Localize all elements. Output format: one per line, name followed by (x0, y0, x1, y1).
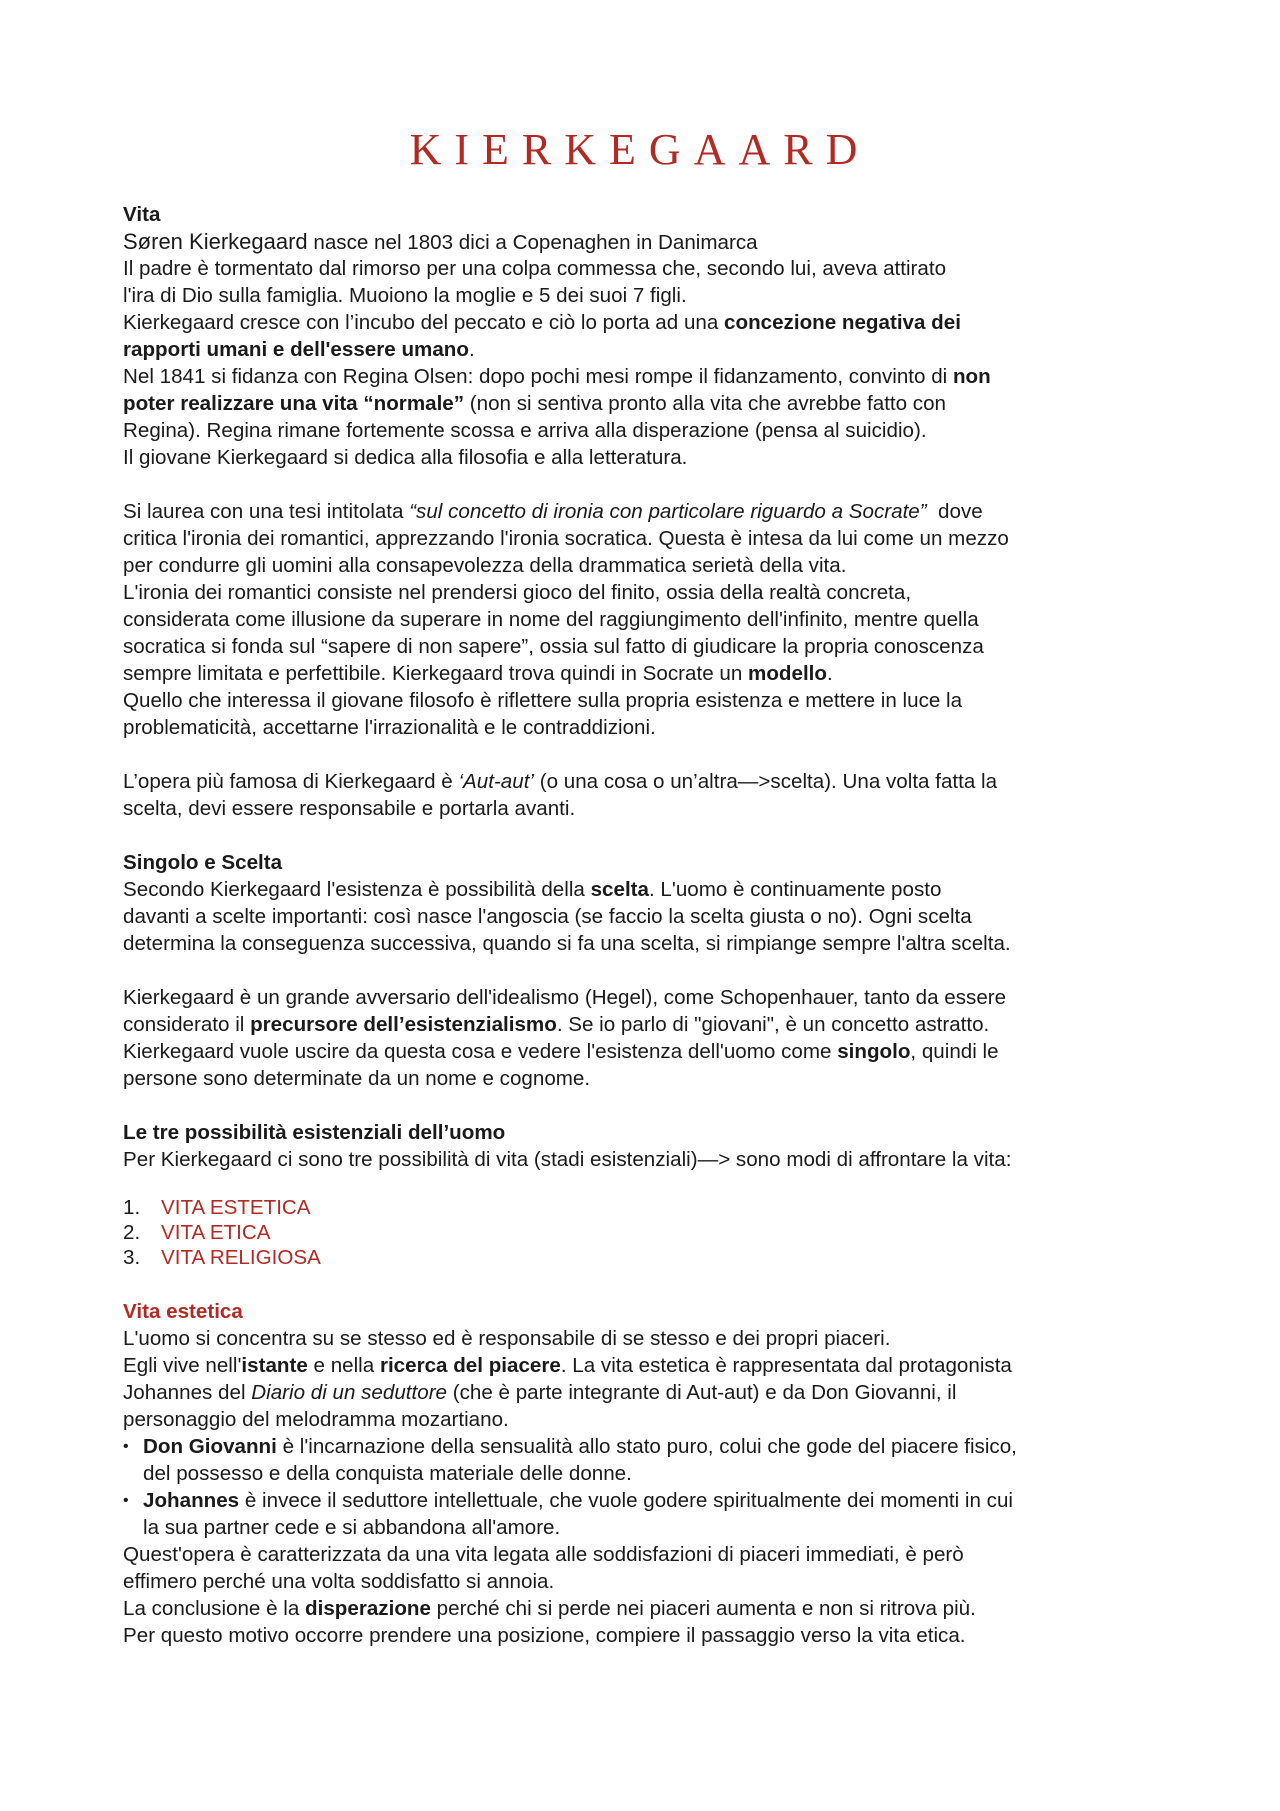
text-span: , quindi le (910, 1040, 999, 1063)
text-span: e nella (307, 1354, 380, 1377)
text-span: . (826, 662, 833, 685)
paragraph-line: critica l'ironia dei romantici, apprezzando l'ironia socratica. Questa è intesa da lui come un mezzo (123, 527, 1009, 550)
list-number: 1. (123, 1196, 141, 1219)
bold-text: modello (748, 662, 827, 685)
text-span: dove (926, 500, 983, 523)
paragraph-line: l'ira di Dio sulla famiglia. Muoiono la moglie e 5 dei suoi 7 figli. (123, 284, 687, 307)
paragraph-line: Kierkegaard è un grande avversario dell'idealismo (Hegel), come Schopenhauer, tanto da essere (123, 986, 1007, 1009)
paragraph-line: effimero perché una volta soddisfatto si annoia. (123, 1570, 555, 1593)
text-span: Kierkegaard vuole uscire da questa cosa e vedere l'esistenza dell'uomo come (123, 1040, 838, 1063)
paragraph-line: Per questo motivo occorre prendere una posizione, compiere il passaggio verso la vita etica. (123, 1624, 966, 1647)
paragraph-line: L'ironia dei romantici consiste nel prendersi gioco del finito, ossia della realtà concreta, (123, 581, 912, 604)
paragraph-line: L'uomo si concentra su se stesso ed è responsabile di se stesso e dei propri piaceri. (123, 1327, 891, 1350)
paragraph-line: personaggio del melodramma mozartiano. (123, 1408, 509, 1431)
bold-text: non (952, 365, 991, 388)
paragraph-line (123, 309, 1173, 336)
paragraph-line: socratica si fonda sul “sapere di non sapere”, ossia sul fatto di giudicare la propria conoscenza (123, 635, 984, 658)
paragraph-line: persone sono determinate da un nome e cognome. (123, 1067, 591, 1090)
section-heading-singolo: Singolo e Scelta (123, 851, 283, 874)
text-span: L’opera più famosa di Kierkegaard è (123, 770, 459, 793)
list-number: 2. (123, 1221, 141, 1244)
bold-text: istante (241, 1354, 308, 1377)
list-item-label: VITA ESTETICA (161, 1196, 311, 1219)
document-body (123, 174, 1173, 1649)
list-item (123, 1195, 1173, 1220)
bold-text: scelta (590, 878, 649, 901)
spacer (123, 741, 1173, 768)
section-heading-possibilita: Le tre possibilità esistenziali dell’uomo (123, 1121, 506, 1144)
list-item (123, 1220, 1173, 1245)
italic-text: ‘Aut-aut’ (458, 770, 534, 793)
bold-text: poter realizzare una vita “normale” (123, 392, 465, 415)
text-span: nasce nel 1803 dici a Copenaghen in Danimarca (307, 231, 758, 254)
paragraph-line (123, 336, 1173, 363)
paragraph-line: determina la conseguenza successiva, quando si fa una scelta, si rimpiange sempre l'altra scelta. (123, 932, 1011, 955)
bullet-icon: • (123, 1438, 129, 1455)
text-span: è l'incarnazione della sensualità allo stato puro, colui che gode del piacere fisico, (276, 1435, 1017, 1458)
paragraph-line (123, 876, 1173, 903)
section-heading-estetica: Vita estetica (123, 1300, 243, 1323)
paragraph-line (123, 390, 1173, 417)
paragraph-line (123, 1379, 1173, 1406)
spacer (123, 1270, 1173, 1298)
paragraph-line: problematicità, accettarne l'irrazionalità e le contraddizioni. (123, 716, 656, 739)
italic-text: “sul concetto di ironia con particolare riguardo a Socrate” (409, 500, 927, 523)
text-span: Kierkegaard cresce con l’incubo del peccato e ciò lo porta ad una (123, 311, 725, 334)
spacer (123, 822, 1173, 849)
bullet-icon: • (123, 1492, 129, 1509)
paragraph-line: Quello che interessa il giovane filosofo è riflettere sulla propria esistenza e mettere in luce la (123, 689, 963, 712)
spacer (123, 1173, 1173, 1195)
paragraph-line: Per Kierkegaard ci sono tre possibilità di vita (stadi esistenziali)—> sono modi di affrontare la vita: (123, 1148, 1012, 1171)
list-item-label: VITA ETICA (161, 1221, 271, 1244)
paragraph-line (123, 1038, 1173, 1065)
paragraph-line (123, 660, 1173, 687)
text-span: sempre limitata e perfettibile. Kierkegaard trova quindi in Socrate un (123, 662, 749, 685)
spacer (123, 471, 1173, 498)
bold-text: rapporti umani e dell'essere umano (123, 338, 469, 361)
bold-text: disperazione (305, 1597, 431, 1620)
text-span: perché chi si perde nei piaceri aumenta e non si ritrova più. (430, 1597, 976, 1620)
bold-text: Don Giovanni (143, 1435, 277, 1458)
paragraph-line (123, 228, 1173, 255)
paragraph-line (123, 498, 1173, 525)
paragraph-line (123, 363, 1173, 390)
paragraph-line: considerata come illusione da superare in nome del raggiungimento dell'infinito, mentre quella (123, 608, 979, 631)
text-span: Nel 1841 si fidanza con Regina Olsen: dopo pochi mesi rompe il fidanzamento, convinto di (123, 365, 953, 388)
text-span: Johannes del (123, 1381, 252, 1404)
page-title: KIERKEGAARD (409, 125, 871, 174)
section-heading-vita: Vita (123, 203, 161, 226)
paragraph-line (123, 1595, 1173, 1622)
text-span: . L'uomo è continuamente posto (648, 878, 942, 901)
text-span: . Se io parlo di "giovani", è un concetto astratto. (556, 1013, 990, 1036)
paragraph-line (123, 768, 1173, 795)
text-span: La conclusione è la (123, 1597, 306, 1620)
bullet-continuation: la sua partner cede e si abbandona all'amore. (143, 1516, 561, 1539)
spacer (123, 1092, 1173, 1119)
paragraph-line: Quest'opera è caratterizzata da una vita legata alle soddisfazioni di piaceri immediati, è però (123, 1543, 964, 1566)
text-span: . (468, 338, 475, 361)
list-number: 3. (123, 1246, 141, 1269)
bullet-continuation: del possesso e della conquista materiale delle donne. (143, 1462, 632, 1485)
text-span: (o una cosa o un’altra—>scelta). Una volta fatta la (534, 770, 998, 793)
paragraph-line: Il padre è tormentato dal rimorso per una colpa commessa che, secondo lui, aveva attirato (123, 257, 947, 280)
bullet-item (123, 1433, 1173, 1460)
text-span: (non si sentiva pronto alla vita che avrebbe fatto con (464, 392, 947, 415)
text-span: considerato il (123, 1013, 251, 1036)
paragraph-line (123, 1352, 1173, 1379)
text-span: Secondo Kierkegaard l'esistenza è possibilità della (123, 878, 591, 901)
bold-text: precursore dell’esistenzialismo (250, 1013, 557, 1036)
bold-text: concezione negativa dei (724, 311, 961, 334)
list-item (123, 1245, 1173, 1270)
list-item-label: VITA RELIGIOSA (161, 1246, 321, 1269)
text-span: è invece il seduttore intellettuale, che vuole godere spiritualmente dei momenti in cui (239, 1489, 1013, 1512)
italic-text: Diario di un seduttore (251, 1381, 448, 1404)
paragraph-line: Il giovane Kierkegaard si dedica alla filosofia e alla letteratura. (123, 446, 688, 469)
person-name: Søren Kierkegaard (123, 229, 308, 254)
paragraph-line: davanti a scelte importanti: così nasce l'angoscia (se faccio la scelta giusta o no). Ogni scelta (123, 905, 972, 928)
spacer (123, 957, 1173, 984)
text-span: . La vita estetica è rappresentata dal protagonista (560, 1354, 1012, 1377)
bold-text: Johannes (143, 1489, 240, 1512)
paragraph-line: per condurre gli uomini alla consapevolezza della drammatica serietà della vita. (123, 554, 847, 577)
paragraph-line: Regina). Regina rimane fortemente scossa e arriva alla disperazione (pensa al suicidio). (123, 419, 927, 442)
paragraph-line (123, 1011, 1173, 1038)
text-span: Egli vive nell' (123, 1354, 242, 1377)
bold-text: singolo (837, 1040, 911, 1063)
text-span: (che è parte integrante di Aut-aut) e da Don Giovanni, il (447, 1381, 957, 1404)
bullet-item (123, 1487, 1173, 1514)
bold-text: ricerca del piacere (379, 1354, 561, 1377)
document-page (123, 0, 1173, 1649)
paragraph-line: scelta, devi essere responsabile e portarla avanti. (123, 797, 576, 820)
text-span: Si laurea con una tesi intitolata (123, 500, 410, 523)
